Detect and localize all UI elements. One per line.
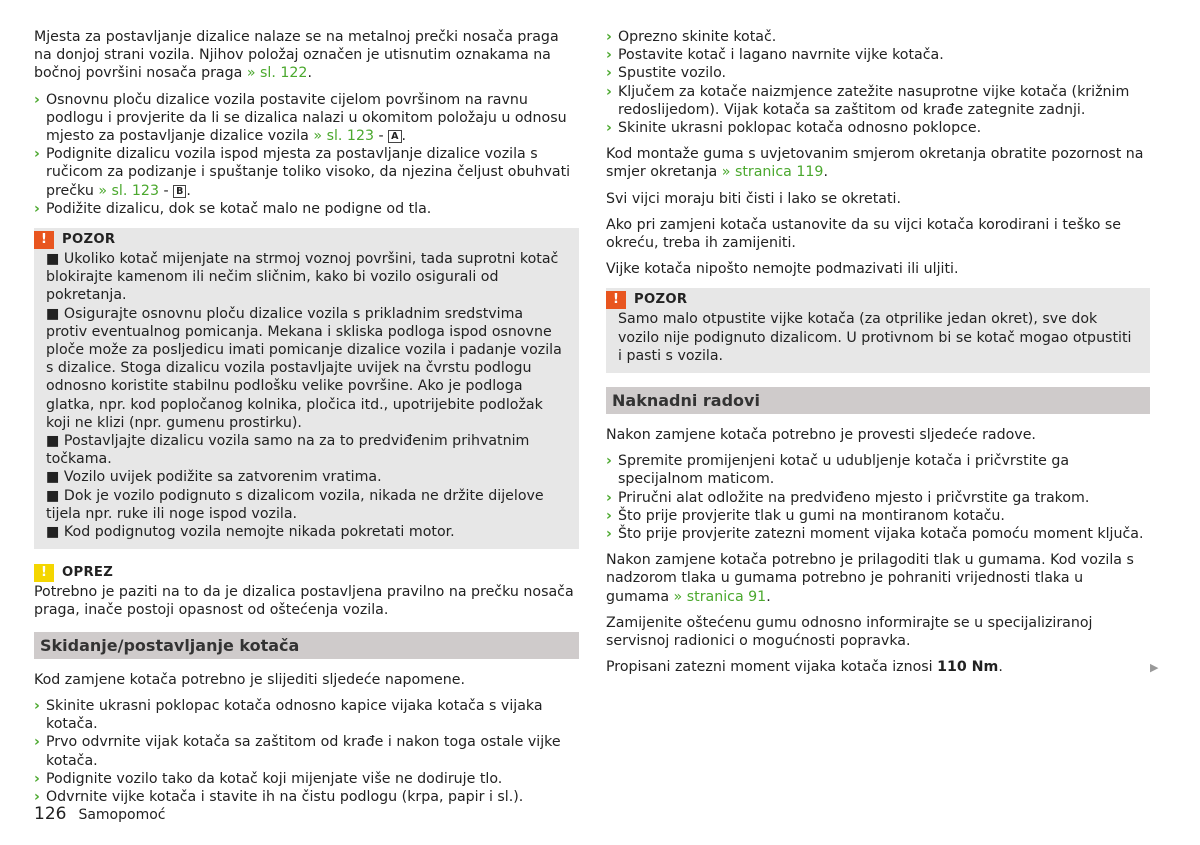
- label-box: B: [173, 185, 186, 198]
- pozor-item: ■ Dok je vozilo podignuto s dizalicom vozila, nikada ne držite dijelove tijela npr. ruke ili noge ispod vozila.: [46, 487, 544, 522]
- triangle-right-icon: ▶: [1150, 661, 1159, 674]
- list-item: › Osnovnu ploču dizalice vozila postavite cijelom površinom na ravnu podlogu i provjerite da li se dizalica nalazi u okomitom položaju u odnosu mjesto za postavljanje dizalice vozila » sl. 123 - A .: [34, 91, 567, 145]
- chevron-right-icon: ›: [606, 47, 612, 64]
- chevron-right-icon: ›: [606, 29, 612, 45]
- pozor-item: ■ Vozilo uvijek podižite sa zatvorenim vratima.: [46, 469, 382, 486]
- paragraph: Ako pri zamjeni kotača ustanovite da su vijci kotača korodirani i teško se okreću, treba ih zamijeniti.: [606, 216, 1122, 252]
- paragraph: Nakon zamjene kotača potrebno je prilagoditi tlak u gumama. Kod vozila s nadzorom tlaka u gumama potrebno je pohraniti vrijednosti tlaka u gumama » stranica 91.: [606, 552, 1134, 605]
- chevron-right-icon: ›: [606, 120, 612, 137]
- list-item: › Skinite ukrasni poklopac kotača odnosno kapice vijaka kotača s vijaka kotača.: [34, 697, 543, 733]
- chevron-right-icon: ›: [606, 453, 612, 470]
- section-heading: Naknadni radovi: [606, 387, 1150, 414]
- intro-paragraph: Mjesta za postavljanje dizalice nalaze se na metalnoj prečki nosača praga na donjoj strani vozila. Njihov položaj označen je utisnutim oznakama na bočnoj površini nosača praga » sl. 122.: [34, 29, 559, 82]
- chevron-right-icon: ›: [34, 146, 40, 163]
- section-intro: Nakon zamjene kotača potrebno je provesti sljedeće radove.: [606, 427, 1036, 444]
- list-item: › Ključem za kotače naizmjence zatežite nasuprotne vijke kotača (križnim redoslijedom). Vijak kotača sa zaštitom od krađe zategnite zadnji.: [606, 83, 1130, 118]
- section-intro: Kod zamjene kotača potrebno je slijediti sljedeće napomene.: [34, 671, 466, 688]
- list-item: › Prvo odvrnite vijak kotača sa zaštitom od krađe i nakon toga ostale vijke kotača.: [34, 734, 561, 769]
- mount-steps-list: [606, 28, 1150, 137]
- paragraph: Vijke kotača nipošto nemojte podmazivati ili uljiti.: [606, 261, 959, 278]
- paragraph: Zamijenite oštećenu gumu odnosno informirajte se u specijaliziranoj servisnoj radionici o mogućnosti popravka.: [606, 614, 1093, 650]
- list-item: › Odvrnite vijke kotača i stavite ih na čistu podlogu (krpa, papir i sl.).: [34, 788, 524, 805]
- pozor-title: POZOR: [62, 231, 116, 247]
- chevron-right-icon: ›: [34, 91, 40, 108]
- list-item: › Podignite vozilo tako da kotač koji mijenjate više ne dodiruje tlo.: [34, 770, 503, 787]
- paragraph: Kod montaže guma s uvjetovanim smjerom okretanja obratite pozornost na smjer okretanja » stranica 119.: [606, 146, 1144, 181]
- paragraph: Svi vijci moraju biti čisti i lako se okretati.: [606, 190, 901, 207]
- chevron-right-icon: ›: [34, 697, 40, 714]
- page-number: 126: [34, 804, 67, 824]
- right-column: [606, 28, 1150, 684]
- oprez-title: OPREZ: [62, 565, 114, 581]
- list-item: › Skinite ukrasni poklopac kotača odnosno poklopce.: [606, 120, 982, 137]
- page-link[interactable]: » stranica 119: [721, 164, 824, 181]
- pozor-box: [606, 288, 1150, 373]
- paragraph: Propisani zatezni moment vijaka kotača iznosi 110 Nm.: [606, 659, 1003, 676]
- pozor-item: ■ Postavljajte dizalicu vozila samo na za to predviđenim prihvatnim točkama.: [46, 433, 530, 468]
- after-steps-list: [606, 452, 1150, 543]
- figure-link[interactable]: » sl. 123: [98, 182, 159, 199]
- section-heading: Skidanje/postavljanje kotača: [34, 632, 579, 659]
- exclamation-icon: !: [606, 291, 626, 309]
- pozor-item: ■ Ukoliko kotač mijenjate na strmoj voznoj površini, tada suprotni kotač blokirajte kamenom ili nečim sličnim, kako bi vozilo osigurali od pokretanja.: [46, 251, 559, 304]
- figure-link[interactable]: » sl. 123: [313, 128, 375, 145]
- list-item: › Podižite dizalicu, dok se kotač malo ne podigne od tla.: [34, 200, 432, 217]
- list-item: › Što prije provjerite tlak u gumi na montiranom kotaču.: [606, 507, 1005, 524]
- exclamation-icon: !: [34, 564, 54, 582]
- chevron-right-icon: ›: [606, 507, 612, 524]
- page-footer: [34, 804, 165, 824]
- figure-link[interactable]: » sl. 122: [246, 65, 308, 82]
- list-item: › Spustite vozilo.: [606, 65, 727, 82]
- chevron-right-icon: ›: [34, 734, 40, 751]
- chevron-right-icon: ›: [34, 770, 40, 787]
- pozor-item: ■ Kod podignutog vozila nemojte nikada pokretati motor.: [46, 524, 455, 541]
- list-item: › Podignite dizalicu vozila ispod mjesta za postavljanje dizalice vozila s ručicom za podizanje i spuštanje toliko visoko, da njezina čeljust obuhvati prečku » sl. 123 - B .: [34, 146, 571, 199]
- chapter-title: Samopomoć: [78, 807, 166, 823]
- page-link[interactable]: » stranica 91: [673, 588, 767, 605]
- list-item: › Postavite kotač i lagano navrnite vijke kotača.: [606, 47, 944, 64]
- pozor-text: Samo malo otpustite vijke kotača (za otprilike jedan okret), sve dok vozilo nije podignuto dizalicom. U protivnom bi se kotač mogao otpustiti i pasti s vozila.: [618, 311, 1132, 364]
- list-item: › Što prije provjerite zatezni moment vijaka kotača pomoću moment ključa.: [606, 526, 1144, 543]
- chevron-right-icon: ›: [606, 83, 612, 100]
- label-box: A: [388, 130, 401, 143]
- chevron-right-icon: ›: [606, 65, 612, 82]
- list-item: › Spremite promijenjeni kotač u udubljenje kotača i pričvrstite ga specijalnom maticom.: [606, 453, 1070, 488]
- jack-steps-list: [34, 91, 579, 218]
- pozor-item: ■ Osigurajte osnovnu ploču dizalice vozila s prikladnim sredstvima protiv eventualnog pomicanja. Mekana i skliska podloga ispod osnovne ploče može za posljedicu imati pomicanje dizalice vozila i padanje vozila s dizalice. Stoga dizalicu vozila postavljajte uvijek na čvrstu podlogu odnosno koristite stabilnu podlošku velike površine. Ako je podloga glatka, npr. kod popločanog kolnika, pločica itd., upotrijebite podložak koji ne klizi (npr. gumenu prostirku).: [46, 305, 562, 431]
- pozor-box: [34, 228, 579, 549]
- chevron-right-icon: ›: [34, 200, 40, 217]
- oprez-text: Potrebno je paziti na to da je dizalica postavljena pravilno na prečku nosača praga, inače postoji opasnost od oštećenja vozila.: [34, 584, 574, 619]
- list-item: › Priručni alat odložite na predviđeno mjesto i pričvrstite ga trakom.: [606, 489, 1090, 506]
- torque-value: 110 Nm: [937, 659, 999, 676]
- pozor-title: POZOR: [634, 292, 688, 308]
- chevron-right-icon: ›: [606, 526, 612, 543]
- list-item: › Oprezno skinite kotač.: [606, 29, 777, 45]
- left-column: [34, 28, 579, 814]
- oprez-box: [34, 563, 579, 619]
- wheel-steps-list: [34, 697, 579, 806]
- chevron-right-icon: ›: [606, 489, 612, 506]
- exclamation-icon: !: [34, 231, 54, 249]
- chevron-right-icon: ›: [34, 788, 40, 805]
